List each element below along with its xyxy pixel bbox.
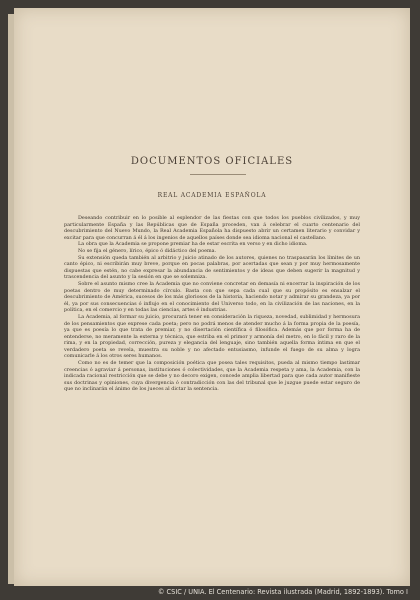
- paragraph: Deseando contribuir en lo posible al esplendor de las fiestas con que todos los pueblos civilizados, y muy particularmente España y las Repúblicas que de España proceden, van á celebrar el cuarto centenario del descubrimiento del Nuevo Mundo, la Real Academia Española ha dispuesto abrir un certamen literario y convidar y excitar para que concurran á él á los ingenios de aquellos países donde sea idioma nacional el castellano.: [64, 215, 360, 241]
- paragraph: La obra que la Academia se propone premiar ha de estar escrita en verso y en dicho idioma.: [78, 241, 308, 248]
- paragraph: No se fija el género, lírico, épico ó didáctico del poema.: [78, 247, 217, 254]
- paragraph: Su extensión queda también al arbitrio y juicio atinado de los autores, quienes no traspasarán los límites de un canto épico, ni escribirán muy breve, porque en pocas palabras, por acertadas que sean y por muy hermosamente dispuestas que estén, no cabe expresar la abundancia de sentimientos y de ideas que deben sugerir la magnitud y trascendencia del asunto y la sesión en que se solemniza.: [64, 254, 360, 281]
- paragraph: Sobre el asunto mismo cree la Academia que no conviene concretar en demasía ni encerrar la inspiración de los poetas dentro de muy determinado círculo. Basta con que sepa cada cual que su propósito es ensalzar el descubrimiento de América, sucesos de los más gloriosos de la historia, haciendo notar y admirar su grandeza, ya por él, ya por sus consecuencias ó influjo en el conocimiento del Universo todo, en la civilización de las naciones, en la política, en el comercio y en todas las ciencias, artes é industrias.: [64, 280, 360, 314]
- body-text: [64, 215, 360, 393]
- footer-credit: © CSIC / UNIA. El Centenario: Revista ilustrada (Madrid, 1892-1893). Tomo I: [157, 588, 408, 596]
- subsection-title: REAL ACADEMIA ESPAÑOLA: [157, 192, 267, 199]
- title-divider: [190, 174, 246, 175]
- section-title: DOCUMENTOS OFICIALES: [130, 156, 294, 167]
- paragraph: Como no es de temer que la composición poética que posea tales requisitos, pueda al mismo tiempo lastimar creencias ó agraviar á personas, instituciones ó colectividades, que la Academia respeta y ama, la Academia, con la indicada racional restricción que se debe y no decoro exigen, concede amplia libertad para que cada autor manifieste sus doctrinas y opiniones, cuya divergencia ó contradicción con las del tribunal que le juzgue puede estar seguro de que no inclinarán el ánimo de los jueces al dictar la sentencia.: [64, 360, 360, 393]
- document-page: [14, 8, 410, 586]
- paragraph: La Academia, al formar su juicio, procurará tener en consideración la riqueza, novedad, sublimidad y hermosura de los pensamientos que exprese cada poeta; pero no podrá menos de atender mucho á la forma propia de la poesía, ya que es poesía lo que trata de premiar, y no disertación científica ó filosófica. Además que por forma ha de entenderse, no meramente la externa y técnica, que estriba en el primor y armonía del metro, en lo fácil y raro de la rima, y en la propiedad, corrección, pureza y elegancia del lenguaje, sino también aquella forma íntima en que el verdadero poeta se revela, muestra su noble y no afectado entusiasmo, infunde el fuego de su alma y logra comunicarle á los otros seres humanos.: [64, 313, 360, 360]
